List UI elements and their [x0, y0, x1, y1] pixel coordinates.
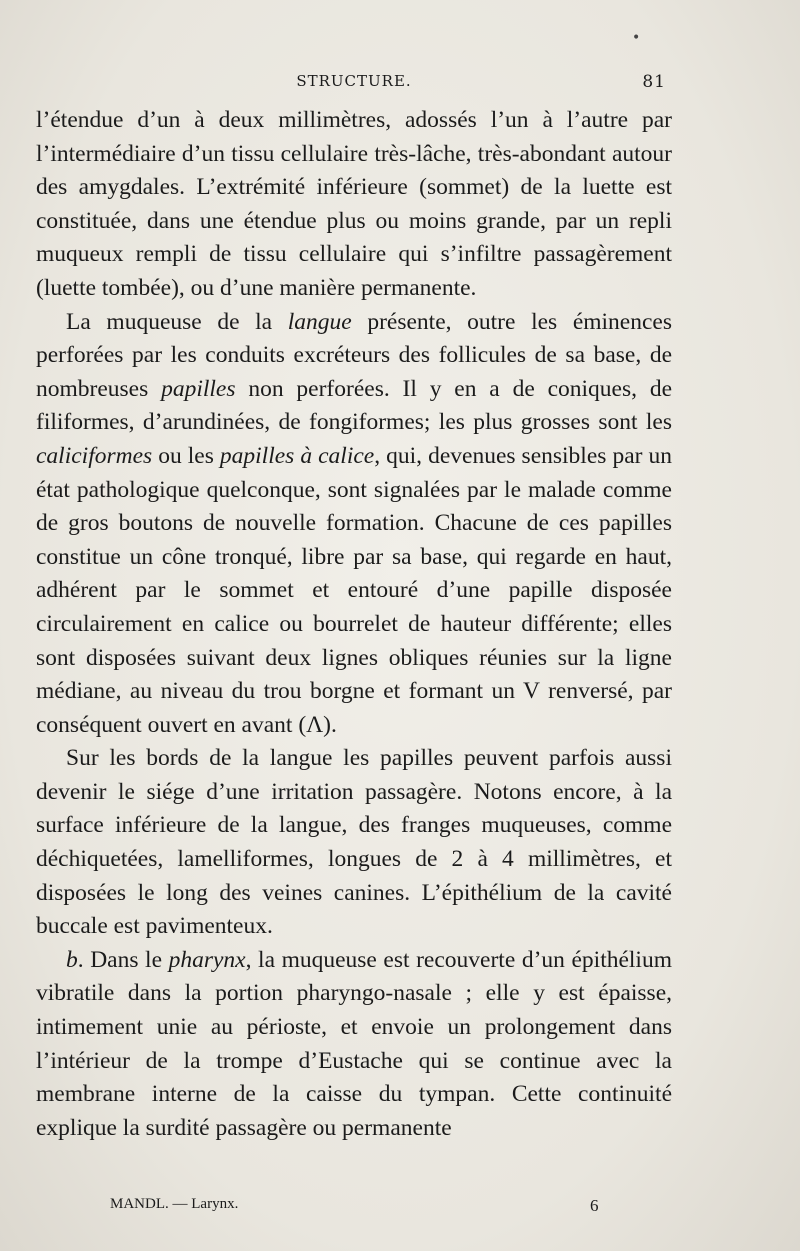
signature-mark: MANDL. — Larynx.	[110, 1196, 239, 1212]
sheet-number: 6	[590, 1196, 599, 1215]
paragraph	[36, 104, 672, 306]
running-header	[36, 72, 672, 98]
text-run: . Dans le	[77, 946, 169, 973]
text-run: , qui, devenues sensibles par un état pathologique quelconque, sont signalées par le malade comme de gros boutons de nouvelle formation. Chacune de ces papilles constitue un cône tronqué, libre par sa base, qui regarde en haut, adhérent par le sommet et entouré d’une papille disposée circulairement en calice ou bourrelet de hauteur différente; elles sont disposées suivant deux lignes obliques réunies sur la ligne médiane, au niveau du trou borgne et formant un V renversé, par conséquent ouvert en avant (Λ).	[36, 442, 672, 738]
italic-term: langue	[287, 308, 352, 335]
italic-term: pharynx	[168, 946, 246, 973]
running-title: STRUCTURE.	[296, 72, 412, 90]
text-run: l’étendue d’un à deux millimètres, adossés l’un à l’autre par l’intermédiaire d’un tissu cellulaire très-lâche, très-abondant autour des amygdales. L’extrémité inférieure (sommet) de la luette est constituée, dans une étendue plus ou moins grande, par un repli muqueux rempli de tissu cellulaire qui s’infiltre passagèrement (luette tombée), ou d’une manière permanente.	[36, 107, 672, 301]
italic-term: caliciformes	[36, 442, 153, 469]
paragraph	[36, 306, 672, 743]
body-text	[36, 104, 672, 1145]
text-run: Sur les bords de la langue les papilles peuvent parfois aussi devenir le siége d’une irritation passagère. Notons encore, à la surface inférieure de la langue, des franges muqueuses, comme déchiquetées, lamelliformes, longues de 2 à 4 millimètres, et disposées le long des veines canines. L’épithélium de la cavité buccale est pavimenteux.	[36, 745, 672, 940]
paragraph	[36, 944, 672, 1146]
ink-dot: •	[632, 30, 641, 46]
italic-term: b	[66, 946, 78, 973]
text-run: non perforées. Il y en a de coniques, de filiformes, d’arundinées, de fongiformes; les plus grosses sont les	[36, 375, 672, 436]
text-run: La muqueuse de la	[66, 308, 288, 335]
page-number: 81	[642, 72, 666, 92]
footer	[110, 1196, 610, 1220]
italic-term: papilles	[161, 375, 236, 402]
text-run: , la muqueuse est recouverte d’un épithélium vibratile dans la portion pharyngo-nasale ; elle y est épaisse, intimement unie au périoste, et envoie un prolongement dans l’intérieur de la trompe d’Eustache qui se continue avec la membrane interne de la caisse du tympan. Cette continuité explique la surdité passagère ou permanente	[36, 946, 672, 1141]
text-run: présente, outre les éminences perforées par les conduits excréteurs des follicules de sa base, de nombreuses	[36, 308, 672, 402]
text-run: ou les	[152, 442, 220, 469]
italic-term: papilles à calice	[219, 442, 375, 469]
paragraph	[36, 742, 672, 944]
